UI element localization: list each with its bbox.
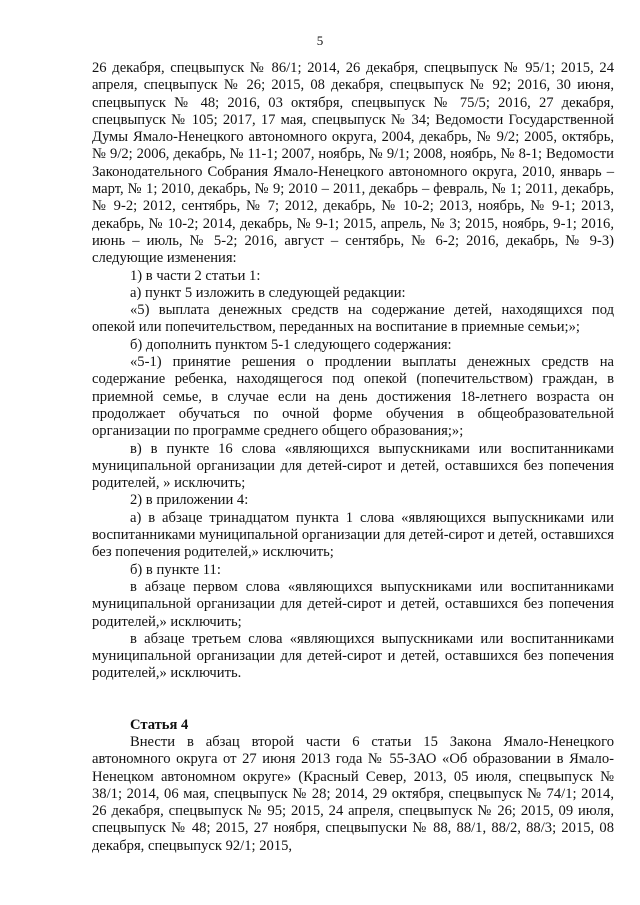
- paragraph-quote-5: «5) выплата денежных средств на содержание детей, находящихся под опекой или попечительством, переданных на воспитание в приемные семьи;»;: [92, 302, 614, 336]
- paragraph-quote-5-1: «5-1) принятие решения о продлении выплаты денежных средств на содержание ребенка, находящегося под опекой (попечительством) граждан, в приемной семье, в случае если на день достижения 18-летнего возраста он продолжает обучаться по очной форме обучения в общеобразовательной организации по программе среднего общего образования;»;: [92, 354, 614, 440]
- section-spacer: [92, 683, 614, 700]
- paragraph-item-1v: в) в пункте 16 слова «являющихся выпускниками или воспитанниками муниципальной организации для детей-сирот и детей, оставшихся без попечения родителей, » исключить;: [92, 440, 614, 492]
- page-number: 5: [316, 33, 324, 48]
- section-spacer: [92, 700, 614, 717]
- paragraph-continued-citations: 26 декабря, спецвыпуск № 86/1; 2014, 26 декабря, спецвыпуск № 95/1; 2015, 24 апреля, спецвыпуск № 26; 2015, 08 декабря, спецвыпуск № 92; 2016, 30 июня, спецвыпуск № 48; 2016, 03 октября, спецвыпуск № 75/5; 2016, 27 декабря, спецвыпуск № 105; 2017, 17 мая, спецвыпуск № 34; Ведомости Государственной Думы Ямало-Ненецкого автономного округа, 2004, декабрь, № 9/2; 2005, октябрь, № 9/2; 2006, декабрь, № 11-1; 2007, ноябрь, № 9/1; 2008, ноябрь, № 8-1; Ведомости Законодательного Собрания Ямало-Ненецкого автономного округа, 2010, январь – март, № 1; 2010, декабрь, № 9; 2010 – 2011, декабрь – февраль, № 1; 2011, декабрь, № 9-2; 2012, сентябрь, № 7; 2012, декабрь, № 10-2; 2013, ноябрь, № 9-1; 2013, декабрь, № 10-2; 2014, декабрь, № 9-1; 2015, апрель, № 3; 2015, ноябрь, 9-1; 2016, июнь – июль, № 5-2; 2016, август – сентябрь, № 6-2; 2016, декабрь, № 9-3) следующие изменения:: [92, 60, 614, 267]
- paragraph-item-1a: а) пункт 5 изложить в следующей редакции:: [130, 284, 406, 301]
- paragraph-item-1b: б) дополнить пунктом 5-1 следующего содержания:: [130, 336, 452, 353]
- paragraph-item-2a: а) в абзаце тринадцатом пункта 1 слова «являющихся выпускниками или воспитанниками муниципальной организации для детей-сирот и детей, оставшихся без попечения родителей,» исключить;: [92, 509, 614, 561]
- paragraph-item-1: 1) в части 2 статьи 1:: [130, 267, 261, 284]
- paragraph-item-2b-first: в абзаце первом слова «являющихся выпускниками или воспитанниками муниципальной организации для детей-сирот и детей, оставшихся без попечения родителей,» исключить;: [92, 578, 614, 630]
- paragraph-article-4: Внести в абзац второй части 6 статьи 15 Закона Ямало-Ненецкого автономного округа от 27 июня 2013 года № 55-ЗАО «Об образовании в Ямало-Ненецком автономном округе» (Красный Север, 2013, 05 июля, спецвыпуск № 38/1; 2014, 06 мая, спецвыпуск № 28; 2014, 29 октября, спецвыпуск № 74/1; 2014, 26 декабря, спецвыпуск № 95; 2015, 24 апреля, спецвыпуск № 26; 2015, 09 июля, спецвыпуск № 48; 2015, 27 ноября, спецвыпуски № 88, 88/1, 88/2, 88/3; 2015, 08 декабря, спецвыпуск 92/1; 2015,: [92, 733, 614, 854]
- paragraph-item-2b-third: в абзаце третьем слова «являющихся выпускниками или воспитанниками муниципальной организации для детей-сирот и детей, оставшихся без попечения родителей,» исключить.: [92, 630, 614, 682]
- article-4-heading: Статья 4: [130, 716, 189, 733]
- paragraph-item-2b: б) в пункте 11:: [130, 561, 221, 578]
- document-body: [92, 60, 614, 855]
- paragraph-item-2: 2) в приложении 4:: [130, 492, 249, 509]
